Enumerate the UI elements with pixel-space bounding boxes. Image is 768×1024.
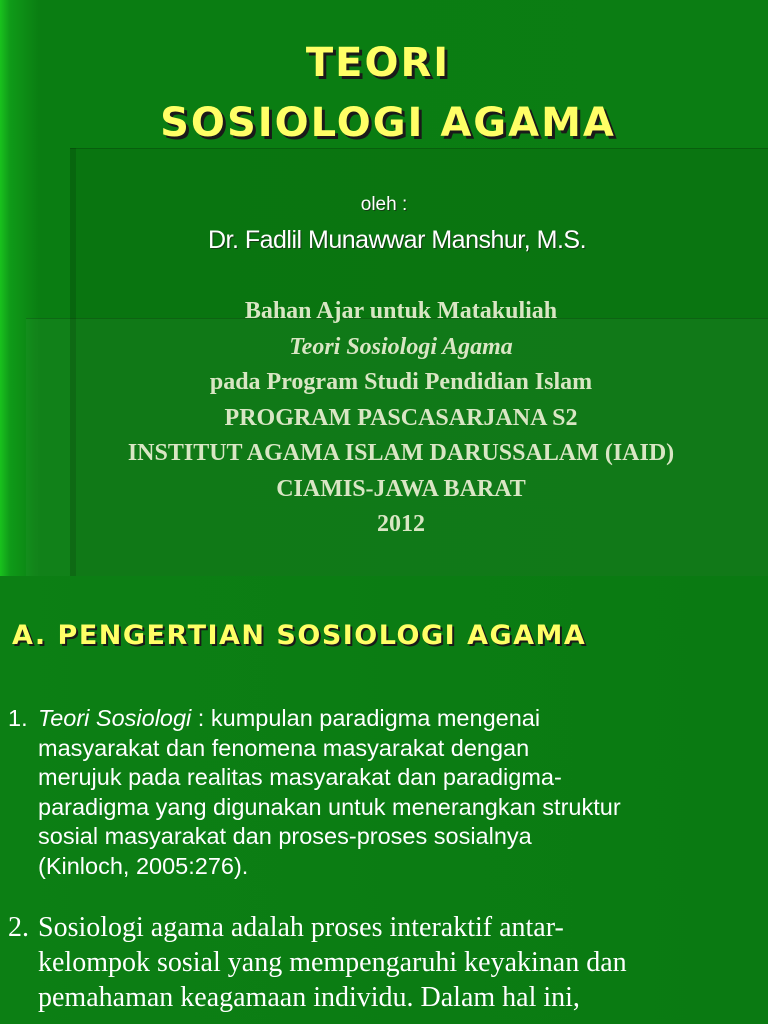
author-prefix: oleh : (360, 194, 408, 215)
content-slide (0, 576, 768, 1024)
course-title: Teori Sosiologi Agama (289, 333, 513, 360)
list-item-line: masyarakat dan fenomena masyarakat dengan (38, 734, 530, 761)
course-info-line: pada Program Studi Pendidian Islam (209, 369, 593, 395)
program-name: PROGRAM PASCASARJANA S2 (224, 404, 578, 431)
slide-title-line2: SOSIOLOGI AGAMA (160, 100, 616, 146)
list-number: 2. (8, 912, 29, 943)
definition-text: : kumpulan paradigma mengenai (191, 705, 541, 731)
author-name: Dr. Fadlil Munawwar Manshur, M.S. (207, 226, 587, 254)
slide-title-line1: TEORI (305, 40, 451, 86)
year: 2012 (377, 511, 425, 537)
list-item-line: paradigma yang digunakan untuk menerangkan struktur (38, 793, 621, 820)
list-item-line: Sosiologi agama adalah proses interaktif antar- (38, 912, 564, 943)
course-info (0, 294, 768, 543)
section-heading: A. PENGERTIAN SOSIOLOGI AGAMA (12, 620, 587, 651)
course-info-line: Bahan Ajar untuk Matakuliah (244, 298, 558, 324)
list-item-line: merujuk pada realitas masyarakat dan paradigma- (38, 764, 562, 790)
institution-name: INSTITUT AGAMA ISLAM DARUSSALAM (IAID) (127, 440, 675, 466)
list-item-line: pemahaman keagamaan individu. Dalam hal ini, (38, 982, 580, 1013)
list-number: 1. (8, 705, 28, 731)
location: CIAMIS-JAWA BARAT (276, 475, 526, 502)
list-item-line (38, 704, 540, 734)
list-item-line: (Kinloch, 2005:276). (38, 852, 249, 879)
list-item-line: sosial masyarakat dan proses-proses sosialnya (38, 823, 532, 849)
list-item-line: kelompok sosial yang mempengaruhi keyakinan dan (38, 947, 627, 978)
term: Teori Sosiologi (38, 705, 192, 731)
